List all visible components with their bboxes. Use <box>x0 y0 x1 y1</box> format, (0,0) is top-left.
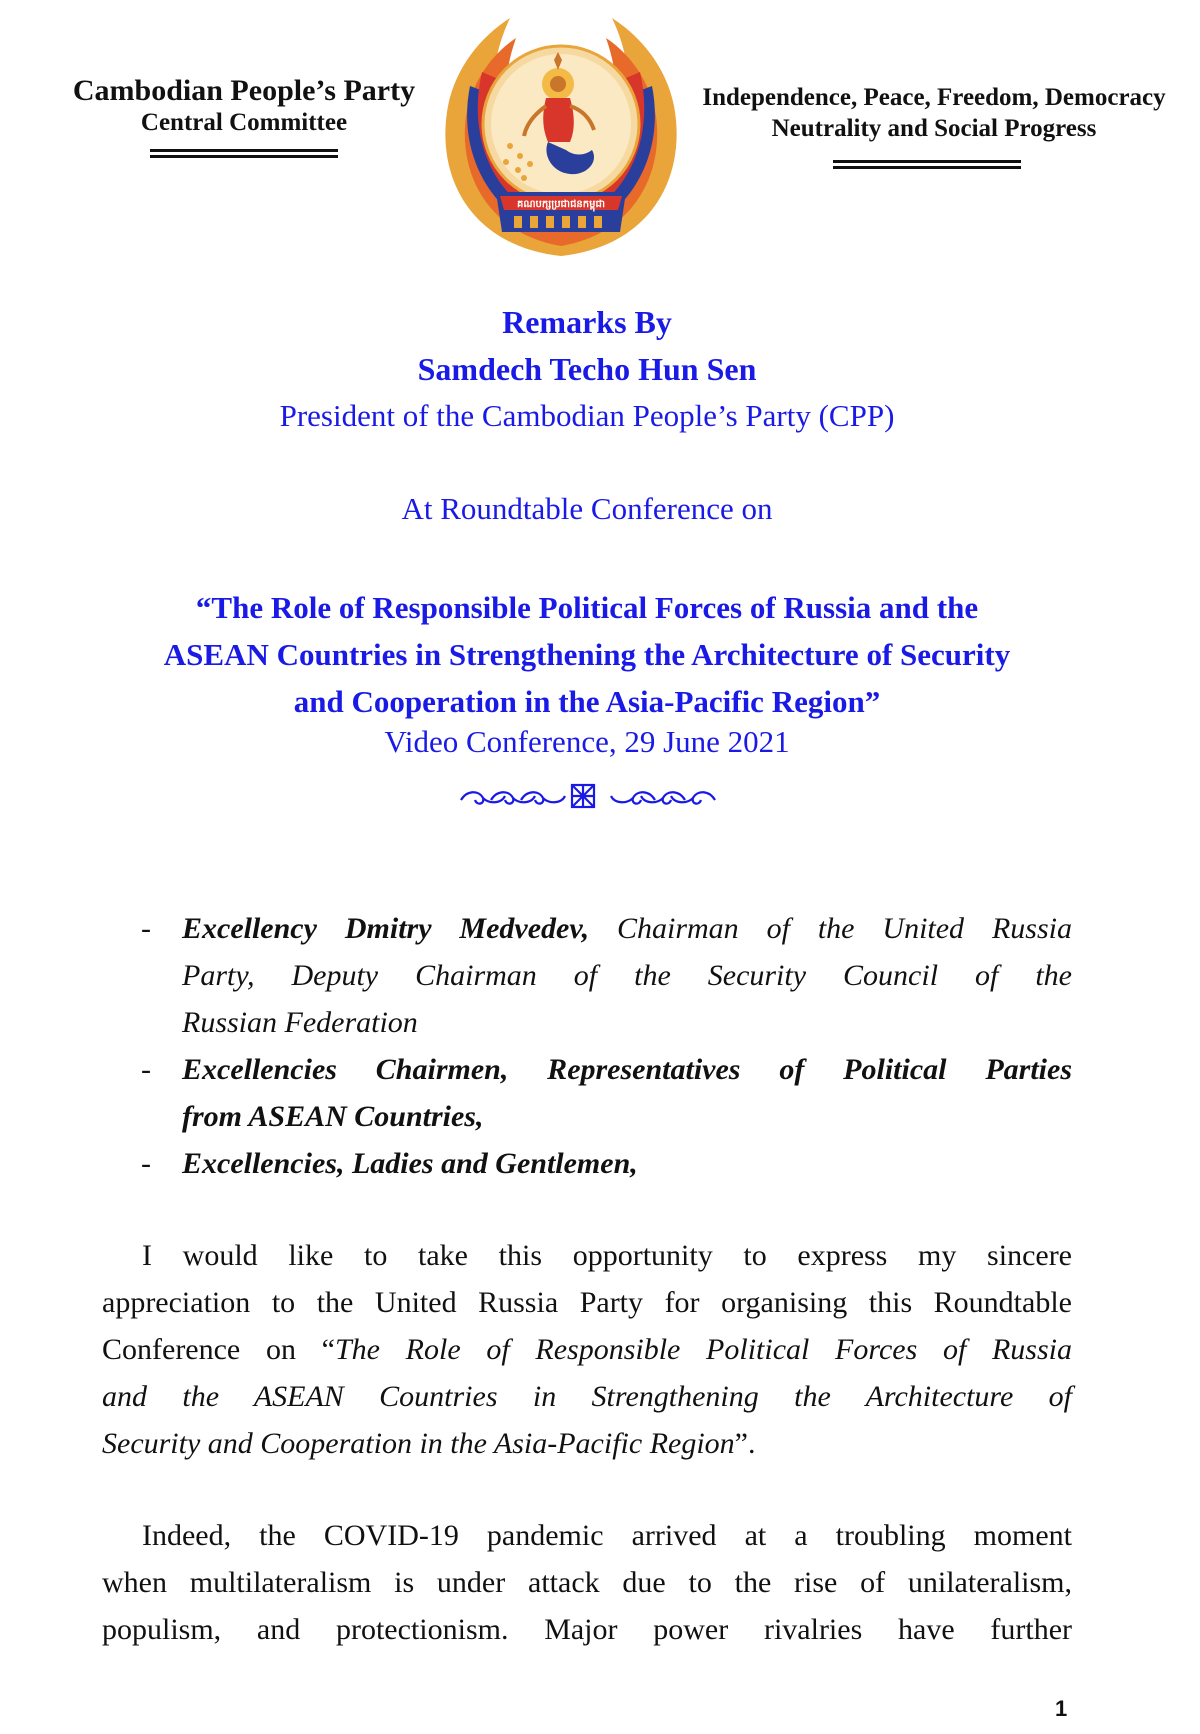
paragraph-line: Conference on “The Role of Responsible Political Forces of Russia <box>102 1333 1072 1366</box>
topic-line: and Cooperation in the Asia-Pacific Region” <box>293 684 881 719</box>
salutation-addressee: Excellencies, Ladies and Gentlemen, <box>182 1147 638 1180</box>
page-number: 1 <box>1055 1696 1068 1721</box>
salutation-title-cont: Party, Deputy Chairman of the Security Council of the <box>182 959 1072 992</box>
cpp-emblem-icon <box>430 6 692 274</box>
salutation-title: Chairman of the United Russia <box>589 912 1072 945</box>
header-left <box>58 74 430 138</box>
quoted-title: Security and Cooperation in the Asia-Pacific Region <box>102 1427 735 1460</box>
salutation-dash: - <box>141 912 151 945</box>
quoted-title: and the ASEAN Countries in Strengthening the Architecture of <box>102 1380 1072 1413</box>
salutation-dash: - <box>141 1053 151 1086</box>
emblem-inscription: គណបក្សប្រជាជនកម្ពុជា <box>517 199 605 210</box>
ornament-divider-icon <box>457 782 719 810</box>
paragraph-appreciation: I would like to take this opportunity to express my sincere appreciation to the United Russia Party for organising this Roundtable Conference on “The Role of Responsible Political Forces of Russia and the ASEAN Countries in Strengthening the Architecture of Security and Cooperation in the Asia-Pacific Region”. <box>102 1232 1072 1467</box>
conference-venue-date: Video Conference, 29 June 2021 <box>384 724 790 759</box>
topic-line: “The Role of Responsible Political Forces of Russia and the <box>195 590 979 625</box>
conference-topic <box>80 584 1094 725</box>
paragraph-line: I would like to take this opportunity to express my sincere <box>142 1239 1072 1272</box>
header-right-rule <box>833 160 1021 169</box>
paragraph-line: Indeed, the COVID-19 pandemic arrived at a troubling moment <box>142 1519 1072 1552</box>
salutation-addressee-cont: from ASEAN Countries, <box>182 1100 484 1133</box>
remarks-by-heading: Remarks By <box>502 304 672 340</box>
paragraph-line: appreciation to the United Russia Party for organising this Roundtable <box>102 1286 1072 1319</box>
salutation-dash: - <box>141 1147 151 1180</box>
committee-name: Central Committee <box>140 109 348 136</box>
header-right <box>700 82 1168 144</box>
conference-intro: At Roundtable Conference on <box>401 491 773 526</box>
paragraph-line: populism, and protectionism. Major power rivalries have further <box>102 1613 1072 1646</box>
motto-line-2: Neutrality and Social Progress <box>771 115 1097 142</box>
speaker-position: President of the Cambodian People’s Party (CPP) <box>279 398 895 433</box>
salutation-addressee: Excellencies Chairmen, Representatives of Political Parties <box>182 1053 1072 1086</box>
paragraph-line: when multilateralism is under attack due to the rise of unilateralism, <box>102 1566 1072 1599</box>
motto-line-1: Independence, Peace, Freedom, Democracy <box>702 84 1166 111</box>
paragraph-covid <box>102 1512 1072 1653</box>
quoted-title: The Role of Responsible Political Forces of Russia <box>334 1333 1072 1366</box>
salutation-addressee: Excellency Dmitry Medvedev, <box>182 912 590 945</box>
header-left-rule <box>150 149 338 158</box>
party-name: Cambodian People’s Party <box>72 74 416 107</box>
salutation-title-cont: Russian Federation <box>182 1006 418 1039</box>
topic-line: ASEAN Countries in Strengthening the Architecture of Security <box>163 637 1011 672</box>
speaker-name: Samdech Techo Hun Sen <box>417 351 757 387</box>
